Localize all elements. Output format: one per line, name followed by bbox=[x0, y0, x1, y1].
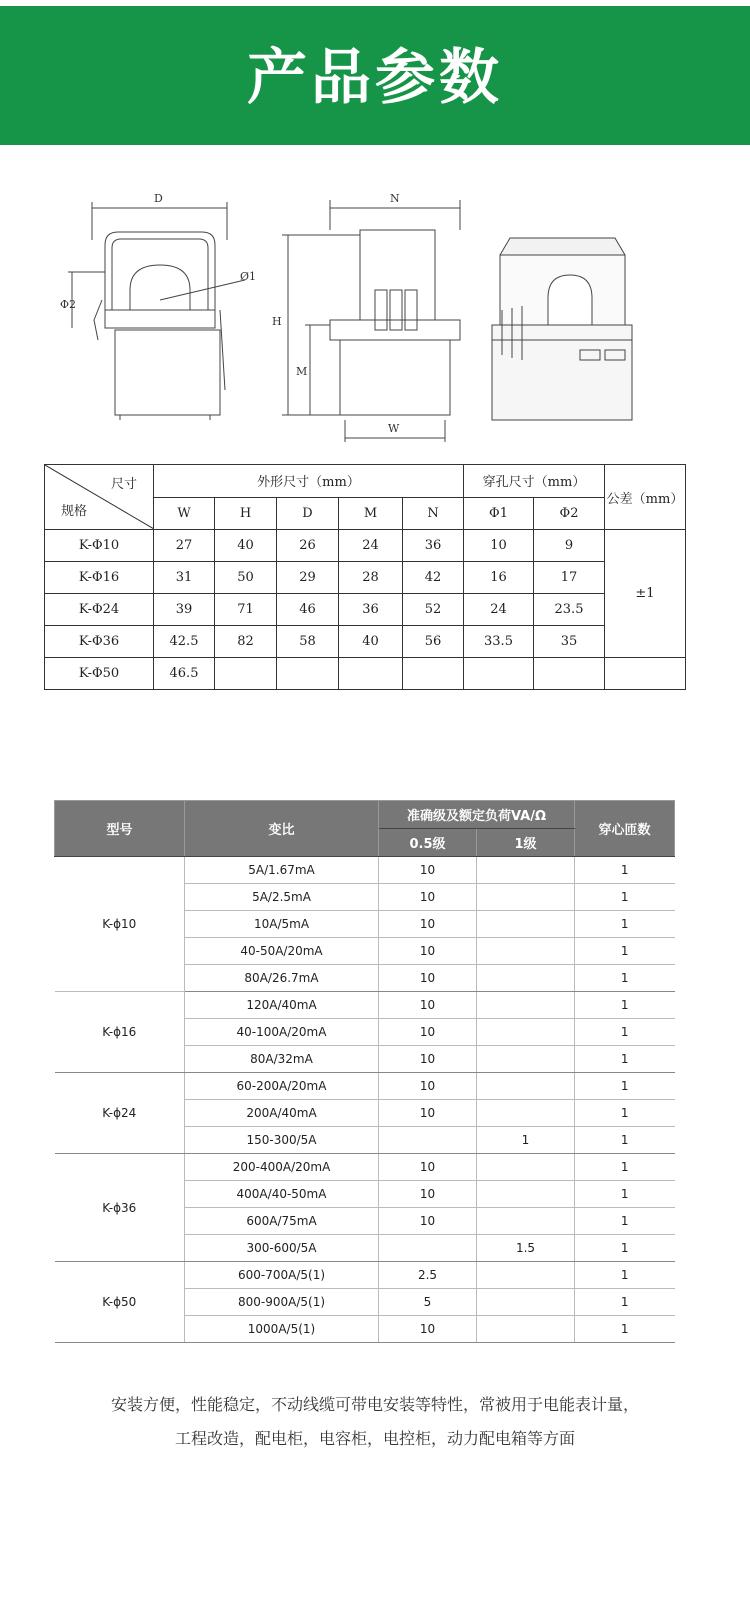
value-cell: 58 bbox=[277, 626, 339, 658]
value-cell bbox=[215, 658, 277, 690]
value-cell: 52 bbox=[403, 594, 464, 626]
table-row bbox=[55, 857, 675, 884]
table-row bbox=[55, 992, 675, 1019]
label-phi1: Ø1 bbox=[240, 270, 257, 283]
turns-cell: 1 bbox=[575, 884, 675, 911]
model-cell: K-Φ50 bbox=[45, 658, 154, 690]
turns-cell: 1 bbox=[575, 992, 675, 1019]
class1-cell bbox=[477, 1316, 575, 1343]
page-title: 产品参数 bbox=[247, 43, 503, 113]
ratio-cell: 200A/40mA bbox=[185, 1100, 379, 1127]
value-cell: 23.5 bbox=[534, 594, 605, 626]
class1-cell bbox=[477, 965, 575, 992]
value-cell: 35 bbox=[534, 626, 605, 658]
class05-cell: 10 bbox=[379, 1316, 477, 1343]
model-cell: K-ϕ24 bbox=[55, 1073, 185, 1154]
class1-cell bbox=[477, 1208, 575, 1235]
col-header: W bbox=[154, 497, 215, 530]
table-row bbox=[55, 1073, 675, 1100]
value-cell: 56 bbox=[403, 626, 464, 658]
col-header: D bbox=[277, 497, 339, 530]
class05-cell: 5 bbox=[379, 1289, 477, 1316]
value-cell: 40 bbox=[339, 626, 403, 658]
class1-cell bbox=[477, 911, 575, 938]
model-cell: K-ϕ50 bbox=[55, 1262, 185, 1343]
ratio-cell: 40-100A/20mA bbox=[185, 1019, 379, 1046]
turns-cell: 1 bbox=[575, 857, 675, 884]
class1-cell bbox=[477, 938, 575, 965]
value-cell: 71 bbox=[215, 594, 277, 626]
class05-cell bbox=[379, 1235, 477, 1262]
technical-drawings bbox=[60, 180, 700, 450]
col-header: Φ1 bbox=[464, 497, 534, 530]
footer-description-line2: 工程改造，配电柜，电容柜，电控柜，动力配电箱等方面 bbox=[174, 1429, 575, 1448]
header-banner bbox=[0, 0, 750, 145]
table-row bbox=[45, 626, 686, 658]
turns-cell: 1 bbox=[575, 1100, 675, 1127]
turns-cell: 1 bbox=[575, 1208, 675, 1235]
value-cell: 27 bbox=[154, 530, 215, 562]
spec-table bbox=[54, 800, 675, 1343]
ratio-cell: 300-600/5A bbox=[185, 1235, 379, 1262]
ratio-cell: 200-400A/20mA bbox=[185, 1154, 379, 1181]
class05-cell: 2.5 bbox=[379, 1262, 477, 1289]
class05-cell: 10 bbox=[379, 857, 477, 884]
class1-cell bbox=[477, 992, 575, 1019]
turns-cell: 1 bbox=[575, 1046, 675, 1073]
value-cell: 46 bbox=[277, 594, 339, 626]
ratio-cell: 40-50A/20mA bbox=[185, 938, 379, 965]
front-view-drawing bbox=[60, 192, 256, 420]
value-cell: 50 bbox=[215, 562, 277, 594]
product-3d-view bbox=[492, 238, 632, 420]
label-N: N bbox=[390, 192, 400, 205]
value-cell: 17 bbox=[534, 562, 605, 594]
ratio-cell: 5A/2.5mA bbox=[185, 884, 379, 911]
class1-header: 1级 bbox=[477, 829, 575, 857]
class05-cell: 10 bbox=[379, 965, 477, 992]
class1-cell bbox=[477, 1019, 575, 1046]
value-cell: 40 bbox=[215, 530, 277, 562]
label-M: M bbox=[296, 365, 308, 378]
value-cell: 33.5 bbox=[464, 626, 534, 658]
col-header: N bbox=[403, 497, 464, 530]
ratio-cell: 80A/32mA bbox=[185, 1046, 379, 1073]
class05-cell: 10 bbox=[379, 1208, 477, 1235]
value-cell: 28 bbox=[339, 562, 403, 594]
corner-cell bbox=[45, 465, 154, 530]
model-cell: K-Φ24 bbox=[45, 594, 154, 626]
value-cell bbox=[339, 658, 403, 690]
label-phi2: Φ2 bbox=[60, 298, 77, 311]
value-cell: 24 bbox=[339, 530, 403, 562]
col-header: H bbox=[215, 497, 277, 530]
class05-cell: 10 bbox=[379, 884, 477, 911]
turns-cell: 1 bbox=[575, 1181, 675, 1208]
model-header: 型号 bbox=[55, 801, 185, 857]
hole-dims-header: 穿孔尺寸（mm） bbox=[464, 465, 605, 498]
class05-cell: 10 bbox=[379, 938, 477, 965]
ratio-header: 变比 bbox=[185, 801, 379, 857]
turns-header: 穿心匝数 bbox=[575, 801, 675, 857]
class05-cell bbox=[379, 1127, 477, 1154]
value-cell: 36 bbox=[339, 594, 403, 626]
tolerance-value: ±1 bbox=[605, 530, 686, 658]
class05-cell: 10 bbox=[379, 1073, 477, 1100]
value-cell: 26 bbox=[277, 530, 339, 562]
ratio-cell: 60-200A/20mA bbox=[185, 1073, 379, 1100]
class05-cell: 10 bbox=[379, 1181, 477, 1208]
table-row bbox=[55, 1154, 675, 1181]
value-cell: 31 bbox=[154, 562, 215, 594]
dimensions-table bbox=[44, 464, 686, 690]
class1-cell bbox=[477, 857, 575, 884]
corner-size-label: 尺寸 bbox=[110, 477, 137, 492]
label-D: D bbox=[154, 192, 163, 205]
turns-cell: 1 bbox=[575, 1019, 675, 1046]
class05-cell: 10 bbox=[379, 911, 477, 938]
class1-cell bbox=[477, 1181, 575, 1208]
turns-cell: 1 bbox=[575, 1289, 675, 1316]
value-cell: 9 bbox=[534, 530, 605, 562]
value-cell: 42 bbox=[403, 562, 464, 594]
value-cell: 16 bbox=[464, 562, 534, 594]
turns-cell: 1 bbox=[575, 1073, 675, 1100]
corner-spec-label: 规格 bbox=[61, 504, 88, 519]
model-cell: K-Φ36 bbox=[45, 626, 154, 658]
ratio-cell: 400A/40-50mA bbox=[185, 1181, 379, 1208]
class05-cell: 10 bbox=[379, 1046, 477, 1073]
turns-cell: 1 bbox=[575, 1154, 675, 1181]
ratio-cell: 120A/40mA bbox=[185, 992, 379, 1019]
value-cell: 24 bbox=[464, 594, 534, 626]
model-cell: K-Φ16 bbox=[45, 562, 154, 594]
value-cell bbox=[605, 658, 686, 690]
turns-cell: 1 bbox=[575, 965, 675, 992]
col-header: Φ2 bbox=[534, 497, 605, 530]
class1-cell bbox=[477, 1154, 575, 1181]
class1-cell bbox=[477, 1046, 575, 1073]
class1-cell bbox=[477, 1073, 575, 1100]
turns-cell: 1 bbox=[575, 1127, 675, 1154]
footer-description-line1: 安装方便，性能稳定，不动线缆可带电安装等特性，常被用于电能表计量， bbox=[110, 1395, 639, 1414]
value-cell: 46.5 bbox=[154, 658, 215, 690]
value-cell bbox=[277, 658, 339, 690]
ratio-cell: 600-700A/5(1) bbox=[185, 1262, 379, 1289]
class1-cell: 1 bbox=[477, 1127, 575, 1154]
class05-cell: 10 bbox=[379, 1100, 477, 1127]
value-cell: 82 bbox=[215, 626, 277, 658]
turns-cell: 1 bbox=[575, 938, 675, 965]
turns-cell: 1 bbox=[575, 911, 675, 938]
ratio-cell: 5A/1.67mA bbox=[185, 857, 379, 884]
table-row bbox=[45, 562, 686, 594]
class1-cell bbox=[477, 1100, 575, 1127]
turns-cell: 1 bbox=[575, 1316, 675, 1343]
value-cell bbox=[403, 658, 464, 690]
ratio-cell: 1000A/5(1) bbox=[185, 1316, 379, 1343]
col-header: M bbox=[339, 497, 403, 530]
accuracy-header: 准确级及额定负荷VA/Ω bbox=[379, 801, 575, 829]
turns-cell: 1 bbox=[575, 1262, 675, 1289]
model-cell: K-Φ10 bbox=[45, 530, 154, 562]
turns-cell: 1 bbox=[575, 1235, 675, 1262]
class1-cell: 1.5 bbox=[477, 1235, 575, 1262]
table-row bbox=[45, 658, 686, 690]
class1-cell bbox=[477, 1262, 575, 1289]
table-row bbox=[55, 1262, 675, 1289]
value-cell: 36 bbox=[403, 530, 464, 562]
value-cell bbox=[464, 658, 534, 690]
value-cell: 29 bbox=[277, 562, 339, 594]
ratio-cell: 10A/5mA bbox=[185, 911, 379, 938]
tolerance-header: 公差（mm） bbox=[605, 465, 686, 530]
value-cell bbox=[534, 658, 605, 690]
side-view-drawing bbox=[272, 192, 460, 442]
value-cell: 42.5 bbox=[154, 626, 215, 658]
model-cell: K-ϕ36 bbox=[55, 1154, 185, 1262]
label-W: W bbox=[388, 422, 400, 435]
ratio-cell: 800-900A/5(1) bbox=[185, 1289, 379, 1316]
ratio-cell: 150-300/5A bbox=[185, 1127, 379, 1154]
label-H: H bbox=[272, 315, 282, 328]
model-cell: K-ϕ16 bbox=[55, 992, 185, 1073]
class05-cell: 10 bbox=[379, 1154, 477, 1181]
table-row bbox=[45, 594, 686, 626]
class05-header: 0.5级 bbox=[379, 829, 477, 857]
ratio-cell: 600A/75mA bbox=[185, 1208, 379, 1235]
table-row bbox=[45, 530, 686, 562]
banner-top-strip bbox=[0, 0, 750, 6]
class05-cell: 10 bbox=[379, 1019, 477, 1046]
class1-cell bbox=[477, 884, 575, 911]
value-cell: 39 bbox=[154, 594, 215, 626]
ratio-cell: 80A/26.7mA bbox=[185, 965, 379, 992]
class05-cell: 10 bbox=[379, 992, 477, 1019]
value-cell: 10 bbox=[464, 530, 534, 562]
class1-cell bbox=[477, 1289, 575, 1316]
outer-dims-header: 外形尺寸（mm） bbox=[154, 465, 464, 498]
model-cell: K-ϕ10 bbox=[55, 857, 185, 992]
